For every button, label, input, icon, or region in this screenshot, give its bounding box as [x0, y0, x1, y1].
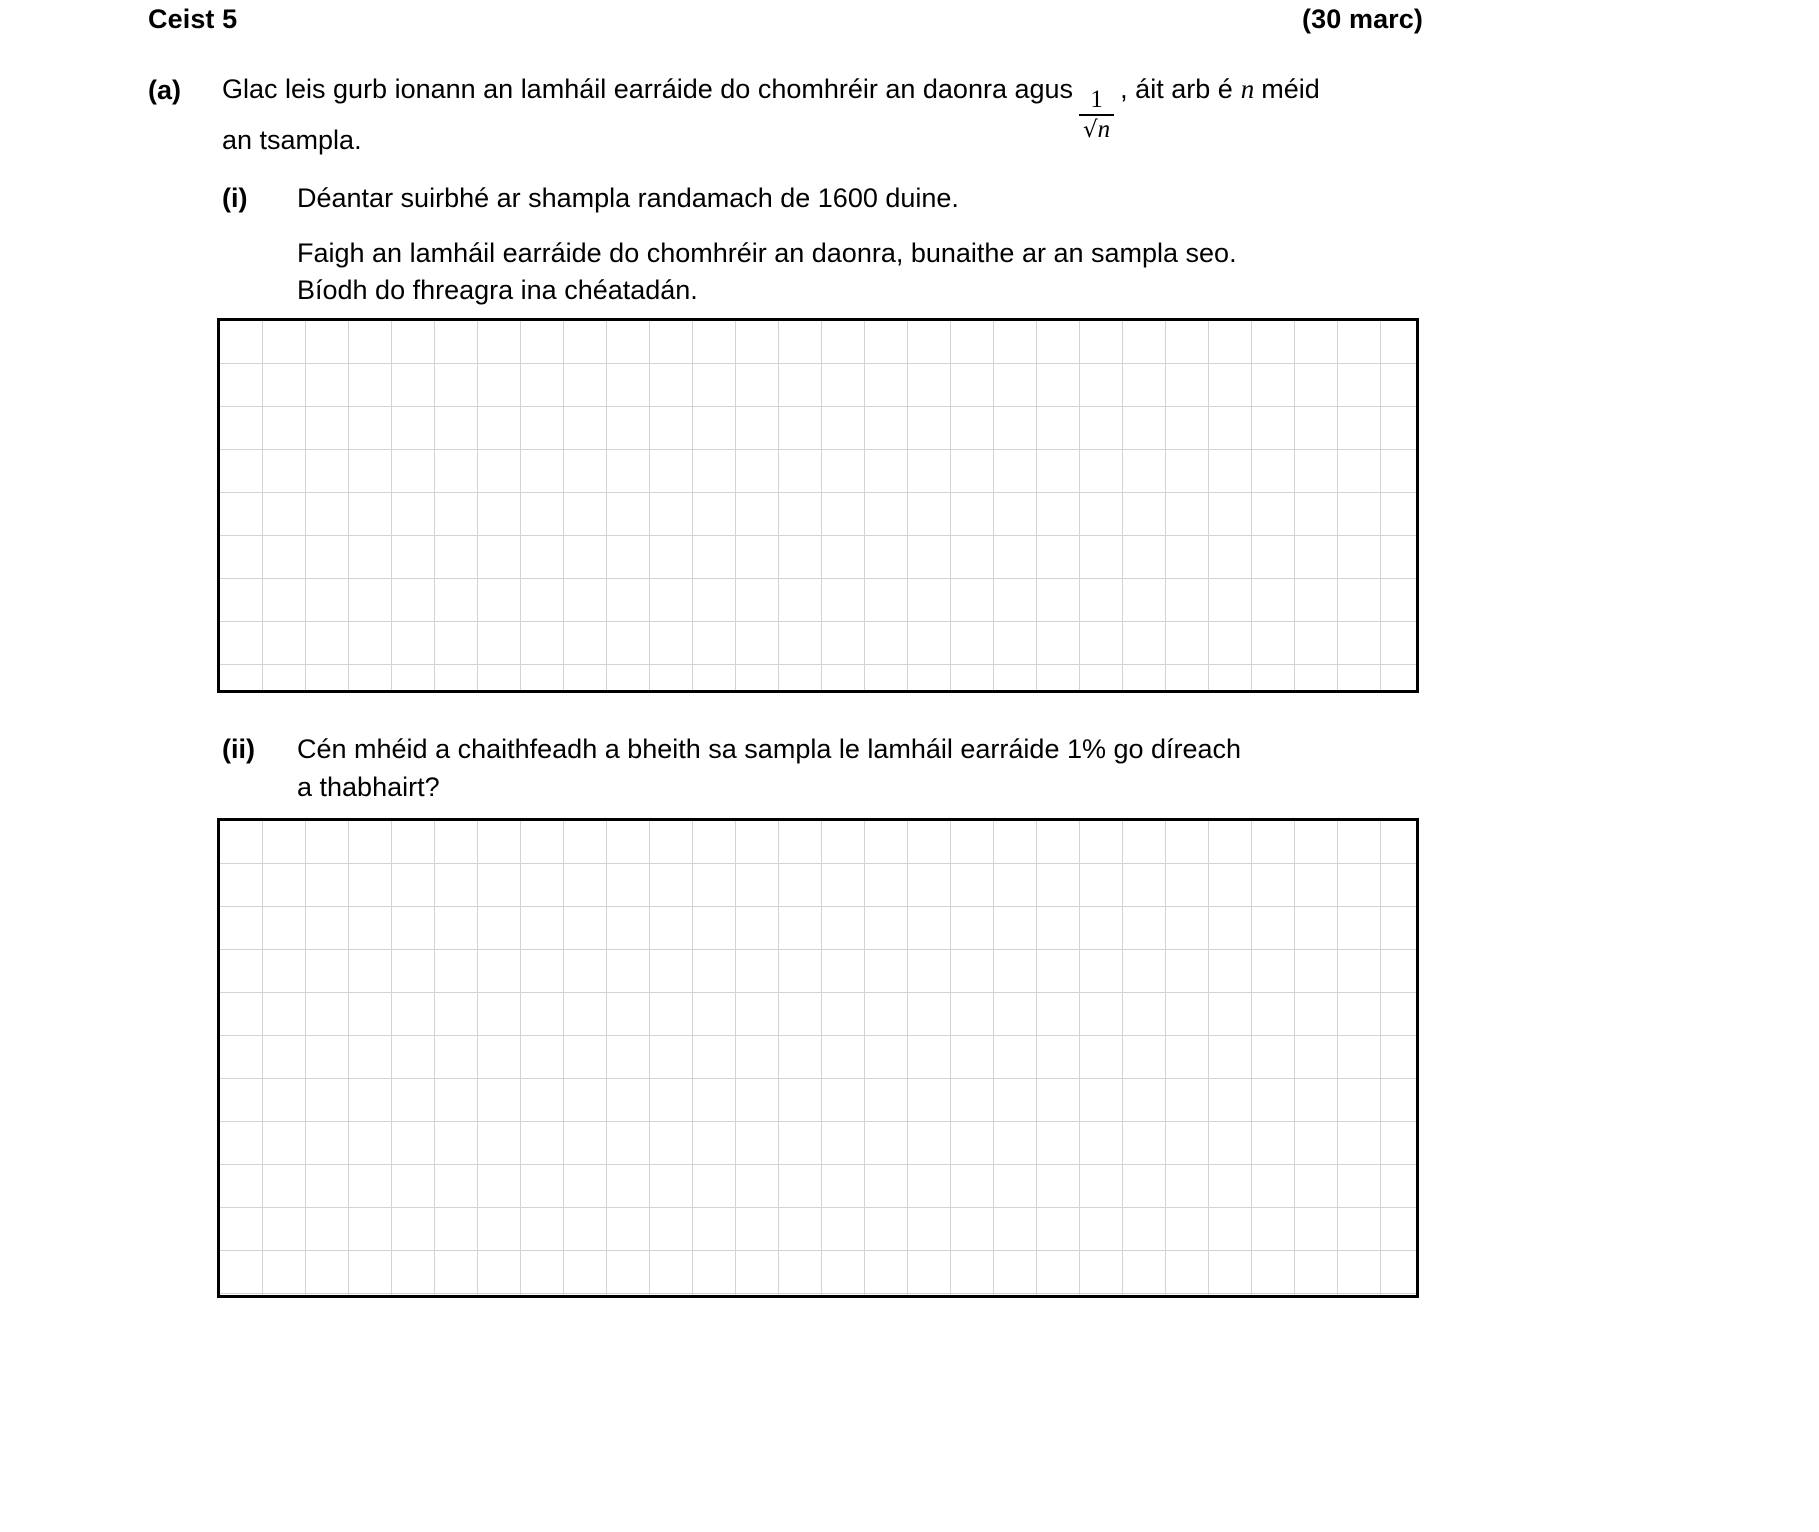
question-number-title: Ceist 5 — [148, 4, 238, 34]
part-a-label: (a) — [148, 75, 181, 105]
subpart-i-label: (i) — [222, 183, 248, 213]
part-a-text-after-fraction-2: méid — [1261, 74, 1320, 104]
subpart-i-line-2: Faigh an lamháil earráide do chomhréir an daonra, bunaithe ar an sampla seo. — [297, 238, 1237, 268]
part-a-variable-n: n — [1240, 74, 1255, 104]
subpart-i-line-3: Bíodh do fhreagra ina chéatadán. — [297, 275, 698, 305]
marks-allocation: (30 marc) — [1302, 4, 1423, 34]
fraction-denominator — [1079, 116, 1114, 142]
subpart-ii-label: (ii) — [222, 734, 255, 764]
answer-grid-box-ii[interactable] — [217, 818, 1419, 1298]
answer-grid-box-i[interactable] — [217, 318, 1419, 693]
fraction-denominator-variable: n — [1097, 116, 1111, 143]
subpart-i-line-1: Déantar suirbhé ar shampla randamach de 1600 duine. — [297, 183, 959, 213]
subpart-ii-line-2: a thabhairt? — [297, 772, 440, 802]
fraction-numerator: 1 — [1090, 86, 1103, 113]
part-a-text-after-fraction-1: , áit arb é — [1120, 74, 1233, 104]
page-header — [148, 4, 1423, 35]
fraction-one-over-sqrt-n — [1079, 87, 1114, 142]
part-a-text-before-fraction: Glac leis gurb ionann an lamháil earráide do chomhréir an daonra agus — [222, 74, 1074, 104]
square-root-icon: √ — [1083, 117, 1098, 143]
subpart-ii-line-1: Cén mhéid a chaithfeadh a bheith sa sampla le lamháil earráide 1% go díreach — [297, 734, 1242, 764]
part-a-statement-line2: an tsampla. — [222, 125, 362, 155]
